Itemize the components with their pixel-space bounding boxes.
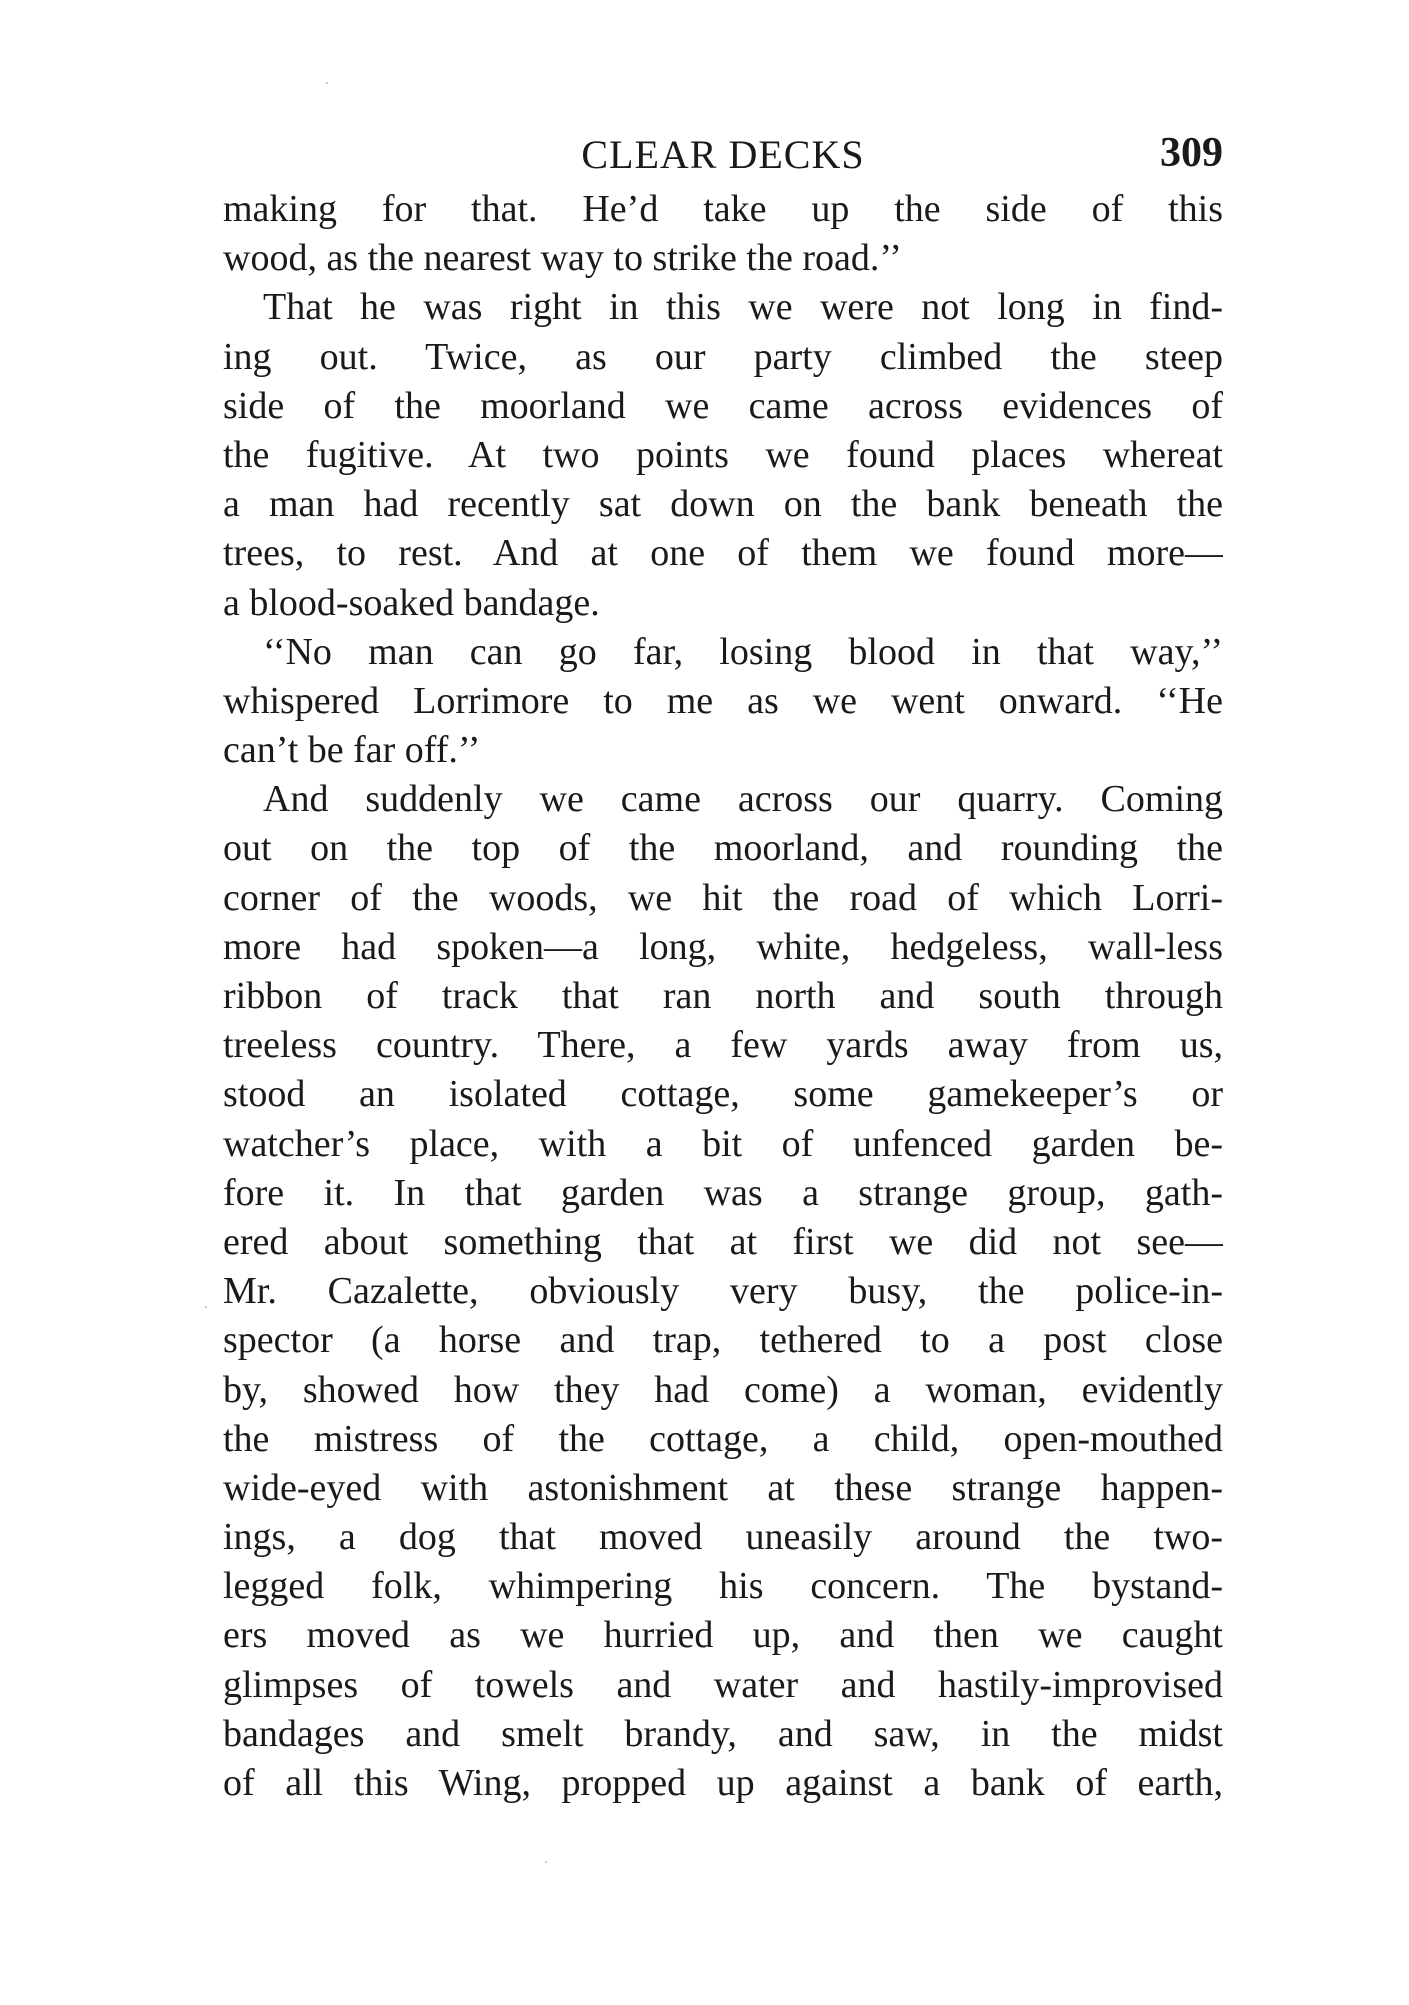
running-head [223, 125, 1223, 185]
text-line: ing out. Twice, as our party climbed the steep [223, 335, 1223, 378]
text-line: That he was right in this we were not long in find- [263, 286, 1223, 329]
text-line: spector (a horse and trap, tethered to a post close [223, 1319, 1223, 1362]
text-line: the fugitive. At two points we found places whereat [223, 433, 1223, 476]
text-line: can’t be far off.’’ [223, 729, 481, 772]
text-line: more had spoken—a long, white, hedgeless, wall-less [223, 925, 1223, 968]
text-line: And suddenly we came across our quarry. Coming [263, 778, 1223, 821]
text-line: trees, to rest. And at one of them we found more— [223, 532, 1223, 575]
text-line: glimpses of towels and water and hastily-improvised [223, 1663, 1223, 1706]
text-line: out on the top of the moorland, and rounding the [223, 827, 1223, 870]
running-title: CLEAR DECKS [581, 132, 865, 177]
text-line: wood, as the nearest way to strike the road.’’ [223, 237, 902, 280]
text-line: stood an isolated cottage, some gamekeeper’s or [223, 1073, 1223, 1116]
text-line: ers moved as we hurried up, and then we caught [223, 1614, 1223, 1657]
text-line: a blood-soaked bandage. [223, 581, 600, 624]
text-line: ered about something that at first we did not see— [223, 1220, 1223, 1263]
paper-speck [205, 1306, 207, 1308]
text-line: bandages and smelt brandy, and saw, in the midst [223, 1712, 1223, 1755]
text-line: by, showed how they had come) a woman, evidently [223, 1368, 1223, 1411]
text-line: the mistress of the cottage, a child, open-mouthed [223, 1417, 1223, 1460]
paper-speck [545, 1861, 547, 1863]
text-line: of all this Wing, propped up against a bank of earth, [223, 1762, 1223, 1804]
text-line: fore it. In that garden was a strange group, gath- [223, 1171, 1223, 1214]
text-line: ings, a dog that moved uneasily around the two- [223, 1516, 1223, 1559]
text-line: treeless country. There, a few yards away from us, [223, 1024, 1223, 1067]
text-line: a man had recently sat down on the bank beneath the [223, 483, 1223, 526]
text-line: wide-eyed with astonishment at these strange happen- [223, 1466, 1223, 1509]
text-line: Mr. Cazalette, obviously very busy, the police-in- [223, 1270, 1223, 1313]
body-text [223, 185, 1223, 1808]
text-line: corner of the woods, we hit the road of which Lorri- [223, 876, 1223, 919]
text-line: ‘‘No man can go far, losing blood in that way,’’ [263, 630, 1223, 673]
text-line: watcher’s place, with a bit of unfenced garden be- [223, 1122, 1223, 1165]
text-line: side of the moorland we came across evidences of [223, 384, 1223, 427]
page-number: 309 [1160, 130, 1223, 176]
book-page [223, 125, 1223, 1808]
text-line: whispered Lorrimore to me as we went onward. ‘‘He [223, 679, 1223, 722]
text-line: making for that. He’d take up the side of this [223, 188, 1223, 230]
text-line: legged folk, whimpering his concern. The bystand- [223, 1565, 1223, 1608]
paper-speck [326, 82, 328, 84]
text-line: ribbon of track that ran north and south through [223, 975, 1223, 1017]
